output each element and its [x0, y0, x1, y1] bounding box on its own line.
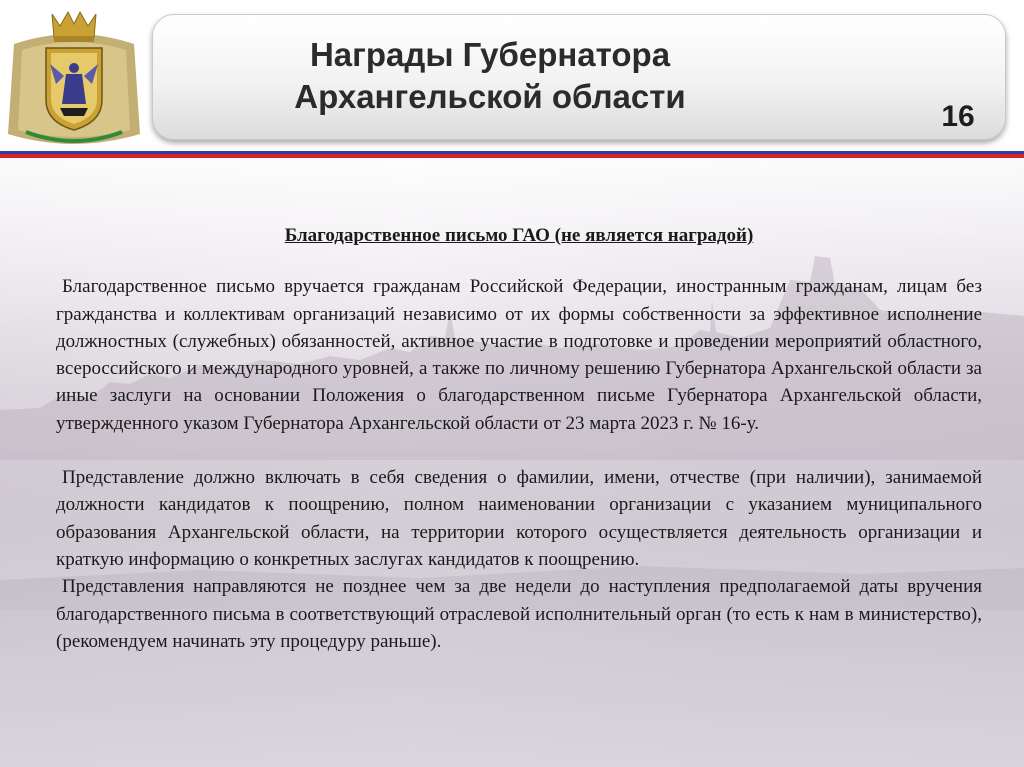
paragraph-requirements: Представление должно включать в себя сведения о фамилии, имени, отчестве (при наличии), занимаемой должности кандидатов к поощрению, полном наименовании организации с указанием муниципального образования Архангельской области, на территории которого осуществляется деятельность организации и краткую информацию о конкретных заслугах кандидатов к поощрению. — [56, 467, 982, 570]
content-area — [56, 222, 982, 655]
page-number: 16 — [941, 100, 975, 133]
flag-stripe-red — [0, 154, 1024, 158]
title-line-1: Награды Губернатора — [309, 36, 671, 73]
title-line-2: Архангельской области — [294, 78, 686, 115]
paragraph-deadline: Представления направляются не позднее чем за две недели до наступления предполагаемой даты вручения благодарственного письма в соответствующий отраслевой исполнительный орган (то есть к нам в министерство), (рекомендуем начинать эту процедуру раньше). — [56, 576, 982, 652]
paragraph-description: Благодарственное письмо вручается гражданам Российской Федерации, иностранным гражданам, лицам без гражданства и коллективам организаций независимо от их формы собственности за эффективное исполнение должностных (служебных) обязанностей, активное участие в подготовке и проведении мероприятий областного, всероссийского и международного уровней, а также по личному решению Губернатора Архангельской области за иные заслуги на основании Положения о благодарственном письме Губернатора Архангельской области, утвержденного указом Губернатора Архангельской области от 23 марта 2023 г. № 16-у. — [56, 276, 982, 434]
section-subtitle: Благодарственное письмо ГАО (не является наградой) — [284, 225, 754, 246]
paragraph-gap — [56, 437, 982, 464]
page-title — [160, 34, 820, 118]
coat-of-arms-icon — [4, 4, 144, 152]
